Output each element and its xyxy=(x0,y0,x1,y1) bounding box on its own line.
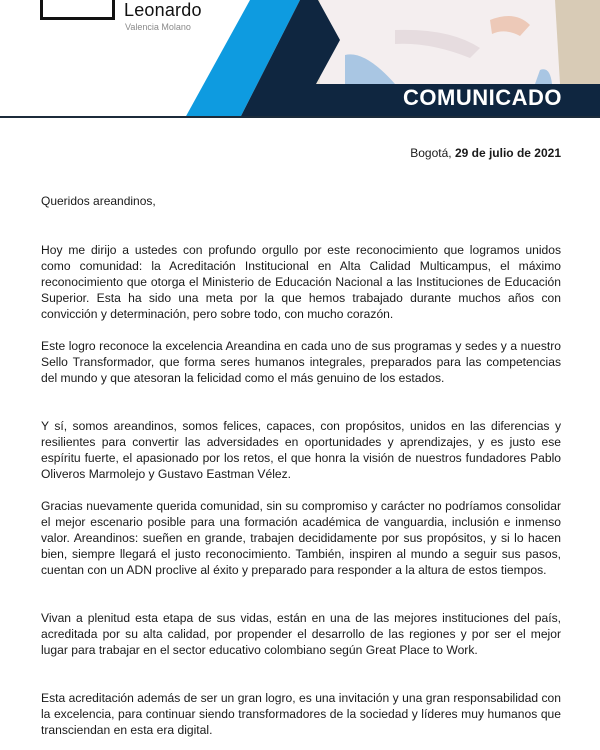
paragraph: Hoy me dirijo a ustedes con profundo orgullo por este reconocimiento que logramos unidos como comunidad: la Acreditación Institucional en Alta Calidad Multicampus, el máximo reconocimiento que otorga el Ministerio de Educación Nacional a las Instituciones de Educación Superior. Esta ha sido una meta por la que hemos trabajado durante muchos años con convicción y determinación, pero sobre todo, con mucho corazón. xyxy=(41,243,561,321)
header-divider xyxy=(0,116,600,118)
date-value: 29 de julio de 2021 xyxy=(454,146,561,160)
logo-subtitle: Valencia Molano xyxy=(125,22,191,32)
greeting: Queridos areandinos, xyxy=(41,194,156,208)
logo-mark xyxy=(40,0,115,20)
banner-title: COMUNICADO xyxy=(403,85,562,110)
paragraph: Este logro reconoce la excelencia Areandina en cada uno de sus programas y sedes y a nuestro Sello Transformador, que forma seres humanos integrales, preparados para las competencias del mundo y que atesoran la felicidad como el más genuino de los estados. xyxy=(41,339,561,385)
logo-name: Leonardo xyxy=(124,0,202,20)
letter-date xyxy=(410,146,561,160)
paragraph: Vivan a plenitud esta etapa de sus vidas, están en una de las mejores instituciones del país, acreditada por su alta calidad, por propender el desarrollo de las regiones y por ser el mejor lugar para trabajar en el sector educativo colombiano según Great Place to Work. xyxy=(41,611,561,657)
paragraph: Gracias nuevamente querida comunidad, sin su compromiso y carácter no podríamos consolidar el mejor escenario posible para una formación académica de vanguardia, inclusión e inmenso valor. Areandinos: sueñen en grande, trabajen decididamente por sus propósitos, y si lo hacen bien, siempre llegará el justo reconocimiento. También, inspiren al mundo a seguir sus pasos, cuentan con un ADN proclive al éxito y preparado para responder a la altura de estos tiempos. xyxy=(41,499,561,577)
date-city: Bogotá, xyxy=(410,146,452,160)
paragraph: Esta acreditación además de ser un gran logro, es una invitación y una gran responsabilidad con la excelencia, para continuar siendo transformadores de la sociedad y líderes muy humanos que transciendan en esta era digital. xyxy=(41,691,561,737)
paragraph: Y sí, somos areandinos, somos felices, capaces, con propósitos, unidos en las diferencias y resilientes para convertir las adversidades en oportunidades y aprendizajes, y es justo ese espíritu fuerte, el apasionado por los retos, el que honra la visión de nuestros fundadores Pablo Oliveros Marmolejo y Gustavo Eastman Vélez. xyxy=(41,419,561,481)
letter-header xyxy=(0,0,600,118)
